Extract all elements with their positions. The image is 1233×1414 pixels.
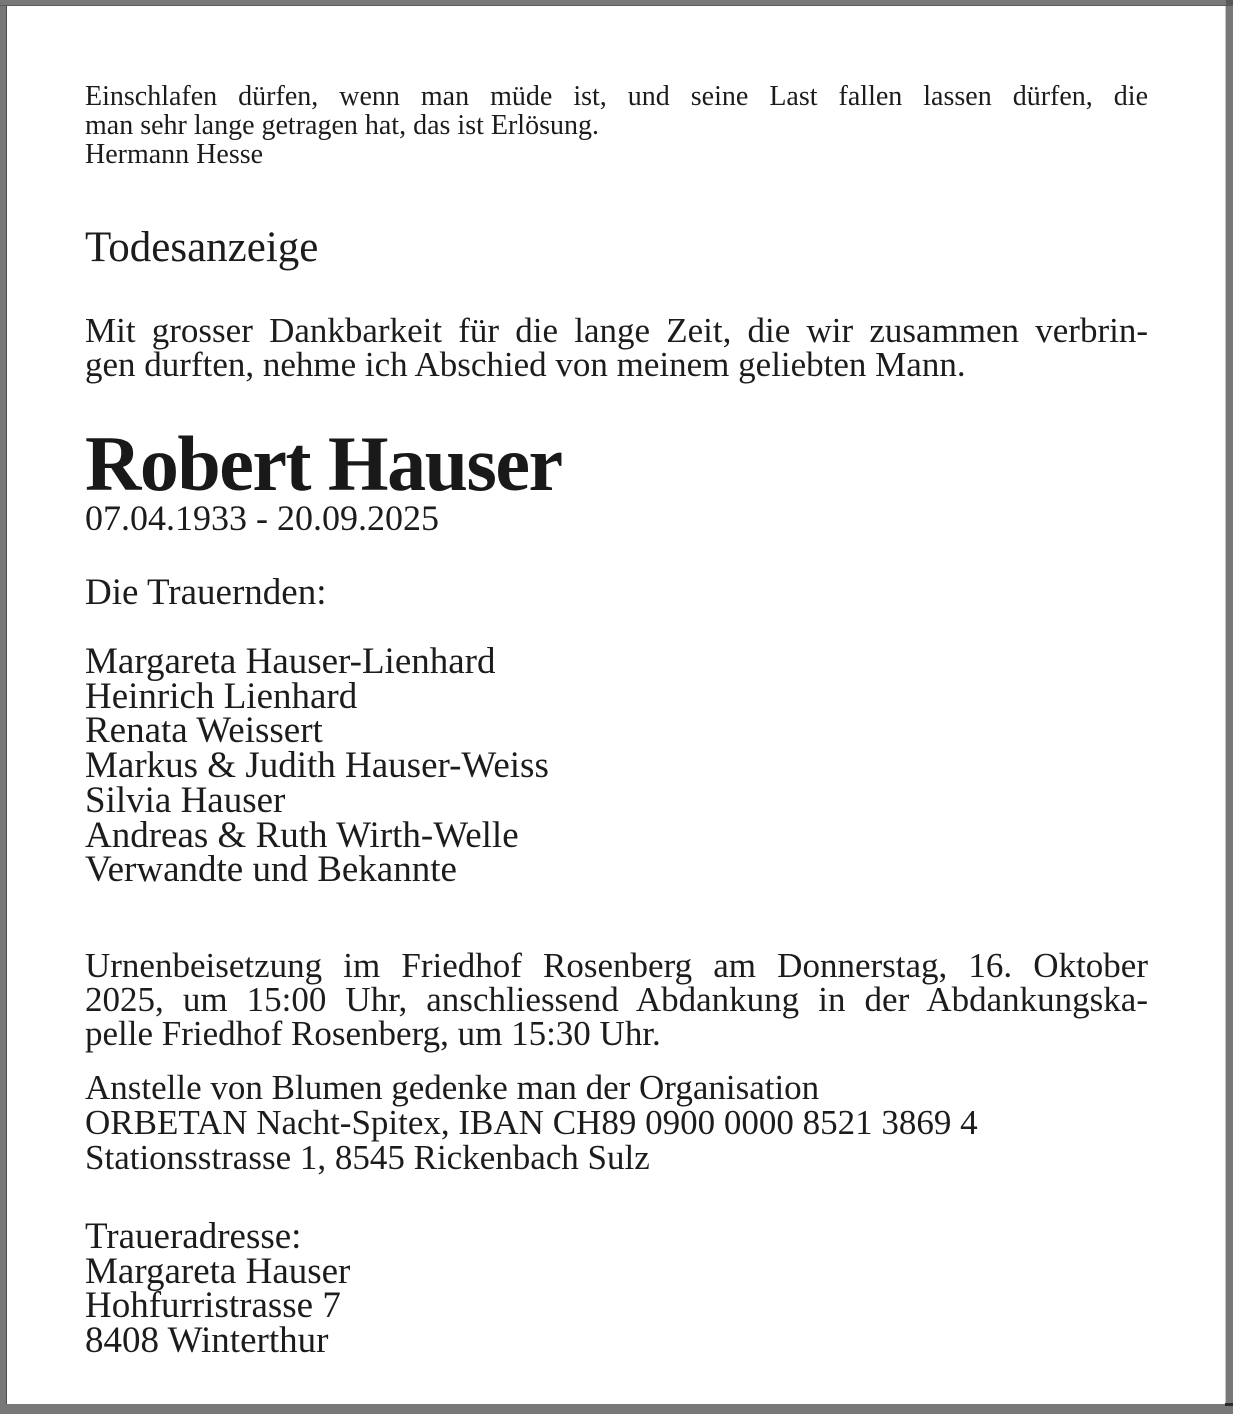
frame-right-border bbox=[1225, 6, 1233, 1414]
address-line: Margareta Hauser bbox=[85, 1250, 351, 1292]
funeral-line: pelle Friedhof Rosenberg, um 15:30 Uhr. bbox=[85, 1014, 661, 1053]
mourner-name: Markus & Judith Hauser-Weiss bbox=[85, 745, 549, 787]
mourner-name: Verwandte und Bekannte bbox=[85, 849, 457, 891]
mourning-address bbox=[85, 1216, 1148, 1362]
mourner-name: Andreas & Ruth Wirth-Welle bbox=[85, 814, 519, 856]
deceased-name: Robert Hauser bbox=[85, 420, 562, 507]
mourner-name: Silvia Hauser bbox=[85, 779, 286, 821]
intro-line: Mit grosser Dankbarkeit für die lange Zeit, die wir zusammen verbrin- bbox=[85, 311, 1148, 350]
address-line: Hohfurristrasse 7 bbox=[85, 1285, 341, 1327]
mourner-name: Renata Weissert bbox=[85, 710, 323, 752]
donation-line: Stationsstrasse 1, 8545 Rickenbach Sulz bbox=[85, 1138, 650, 1177]
address-label: Traueradresse: bbox=[85, 1216, 302, 1257]
mourners-list bbox=[85, 641, 1148, 891]
funeral-details bbox=[85, 946, 1148, 1053]
frame-left-border bbox=[0, 6, 7, 1404]
frame-top-right-corner bbox=[1226, 0, 1233, 5]
deceased-dates: 07.04.1933 - 20.09.2025 bbox=[85, 498, 439, 538]
funeral-line: 2025, um 15:00 Uhr, anschliessend Abdankung in der Abdankungska- bbox=[85, 980, 1148, 1019]
obituary-content bbox=[85, 0, 1148, 1414]
donation-line: ORBETAN Nacht-Spitex, IBAN CH89 0900 0000 8521 3869 4 bbox=[85, 1103, 978, 1142]
donation-line: Anstelle von Blumen gedenke man der Organisation bbox=[85, 1068, 820, 1107]
mourner-name: Margareta Hauser-Lienhard bbox=[85, 641, 496, 682]
donation-note bbox=[85, 1070, 1148, 1175]
mourners-label: Die Trauernden: bbox=[85, 572, 327, 613]
section-title: Todesanzeige bbox=[85, 224, 319, 271]
mourner-name: Heinrich Lienhard bbox=[85, 675, 358, 717]
epigraph-quote bbox=[85, 82, 1148, 169]
frame-bottom-right-notch bbox=[1225, 1403, 1233, 1406]
address-line: 8408 Winterthur bbox=[85, 1320, 329, 1362]
intro-line: gen durften, nehme ich Abschied von meinem geliebten Mann. bbox=[85, 344, 966, 384]
quote-author: Hermann Hesse bbox=[85, 139, 264, 170]
quote-line: man sehr lange getragen hat, das ist Erlösung. bbox=[85, 110, 599, 141]
funeral-line: Urnenbeisetzung im Friedhof Rosenberg am Donnerstag, 16. Oktober bbox=[85, 946, 1148, 985]
quote-line: Einschlafen dürfen, wenn man müde ist, und seine Last fallen lassen dürfen, die bbox=[85, 81, 1148, 112]
intro-paragraph bbox=[85, 311, 1148, 384]
